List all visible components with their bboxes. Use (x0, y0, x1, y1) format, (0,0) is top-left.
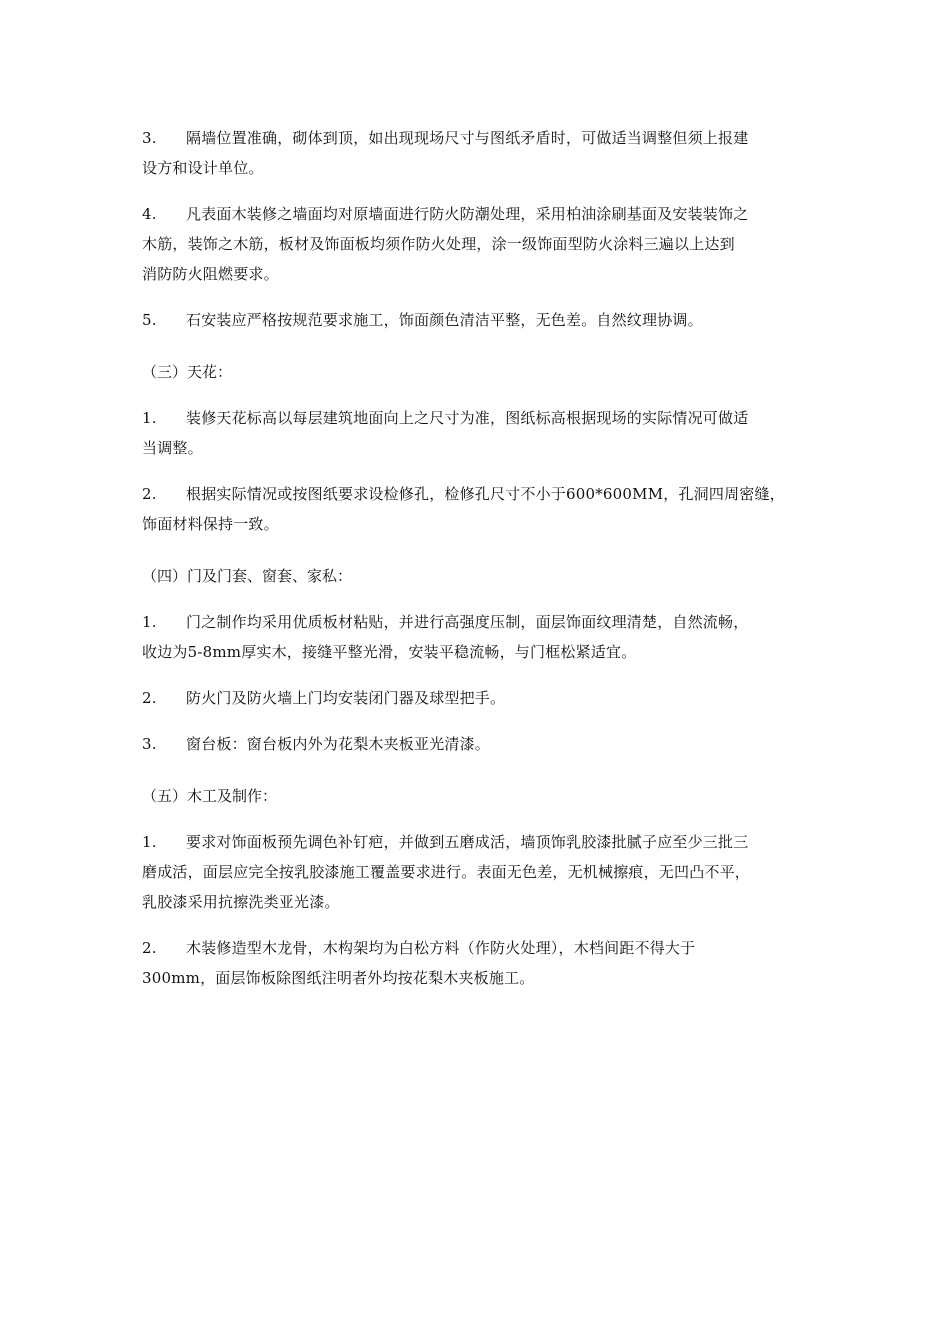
line-text: 乳胶漆采用抗擦洗类亚光漆。 (142, 893, 340, 911)
line-text: 饰面材料保持一致。 (142, 515, 279, 533)
section-heading: （三）天花： (142, 363, 233, 381)
paragraph-line (142, 683, 812, 713)
paragraph-line (142, 259, 812, 289)
item-number: 5. (142, 311, 157, 329)
item-number: 3. (142, 735, 157, 753)
section-heading: （四）门及门套、窗套、家私： (142, 567, 353, 585)
paragraph-line (142, 827, 812, 857)
numbered-paragraph (142, 479, 812, 539)
numbered-paragraph (142, 683, 812, 713)
paragraph-line (142, 857, 812, 887)
numbered-paragraph (142, 933, 812, 993)
line-text: 木筋，装饰之木筋，板材及饰面板均须作防火处理，涂一级饰面型防火涂料三遍以上达到 (142, 235, 735, 253)
item-number: 1. (142, 409, 157, 427)
item-number: 1. (142, 833, 157, 851)
numbered-paragraph (142, 199, 812, 289)
section-heading: （五）木工及制作： (142, 787, 278, 805)
paragraph-line (142, 479, 812, 509)
line-text: 凡表面木装修之墙面均对原墙面进行防火防潮处理，采用柏油涂刷基面及安装装饰之 (186, 205, 749, 223)
line-text: 消防防火阻燃要求。 (142, 265, 279, 283)
paragraph-line (142, 509, 812, 539)
item-number: 2. (142, 689, 157, 707)
line-text: 300mm，面层饰板除图纸注明者外均按花梨木夹板施工。 (142, 969, 535, 987)
paragraph-line (142, 607, 812, 637)
numbered-paragraph (142, 729, 812, 759)
numbered-paragraph (142, 827, 812, 917)
numbered-paragraph (142, 607, 812, 667)
item-number: 3. (142, 129, 157, 147)
numbered-paragraph (142, 403, 812, 463)
paragraph-line (142, 123, 812, 153)
line-text: 隔墙位置准确，砌体到顶，如出现现场尺寸与图纸矛盾时，可做适当调整但须上报建 (186, 129, 749, 147)
line-text: 装修天花标高以每层建筑地面向上之尺寸为准，图纸标高根据现场的实际情况可做适 (186, 409, 749, 427)
line-text: 收边为5-8mm厚实木，接缝平整光滑，安装平稳流畅，与门框松紧适宜。 (142, 643, 637, 661)
line-text: 木装修造型木龙骨，木构架均为白松方料（作防火处理），木档间距不得大于 (186, 939, 696, 957)
paragraph-line (142, 153, 812, 183)
paragraph-line (142, 729, 812, 759)
item-number: 2. (142, 939, 157, 957)
line-text: 磨成活，面层应完全按乳胶漆施工覆盖要求进行。表面无色差，无机械擦痕，无凹凸不平， (142, 863, 751, 881)
numbered-paragraph (142, 123, 812, 183)
line-text: 防火门及防火墙上门均安装闭门器及球型把手。 (186, 689, 506, 707)
item-number: 1. (142, 613, 157, 631)
item-number: 4. (142, 205, 157, 223)
document-body (142, 123, 812, 1009)
paragraph-line (142, 199, 812, 229)
line-text: 石安装应严格按规范要求施工，饰面颜色清洁平整，无色差。自然纹理协调。 (186, 311, 703, 329)
line-text: 设方和设计单位。 (142, 159, 264, 177)
line-text: 当调整。 (142, 439, 203, 457)
line-text: 根据实际情况或按图纸要求设检修孔，检修孔尺寸不小于600*600MM，孔洞四周密缝， (186, 485, 785, 503)
paragraph-line (142, 887, 812, 917)
paragraph-line (142, 305, 812, 335)
paragraph-line (142, 229, 812, 259)
numbered-paragraph (142, 305, 812, 335)
item-number: 2. (142, 485, 157, 503)
line-text: 要求对饰面板预先调色补钉疤，并做到五磨成活，墙顶饰乳胶漆批腻子应至少三批三 (186, 833, 749, 851)
paragraph-line (142, 433, 812, 463)
paragraph-line (142, 637, 812, 667)
paragraph-line (142, 403, 812, 433)
paragraph-line (142, 963, 812, 993)
line-text: 窗台板：窗台板内外为花梨木夹板亚光清漆。 (186, 735, 491, 753)
paragraph-line (142, 933, 812, 963)
line-text: 门之制作均采用优质板材粘贴，并进行高强度压制，面层饰面纹理清楚，自然流畅， (186, 613, 749, 631)
